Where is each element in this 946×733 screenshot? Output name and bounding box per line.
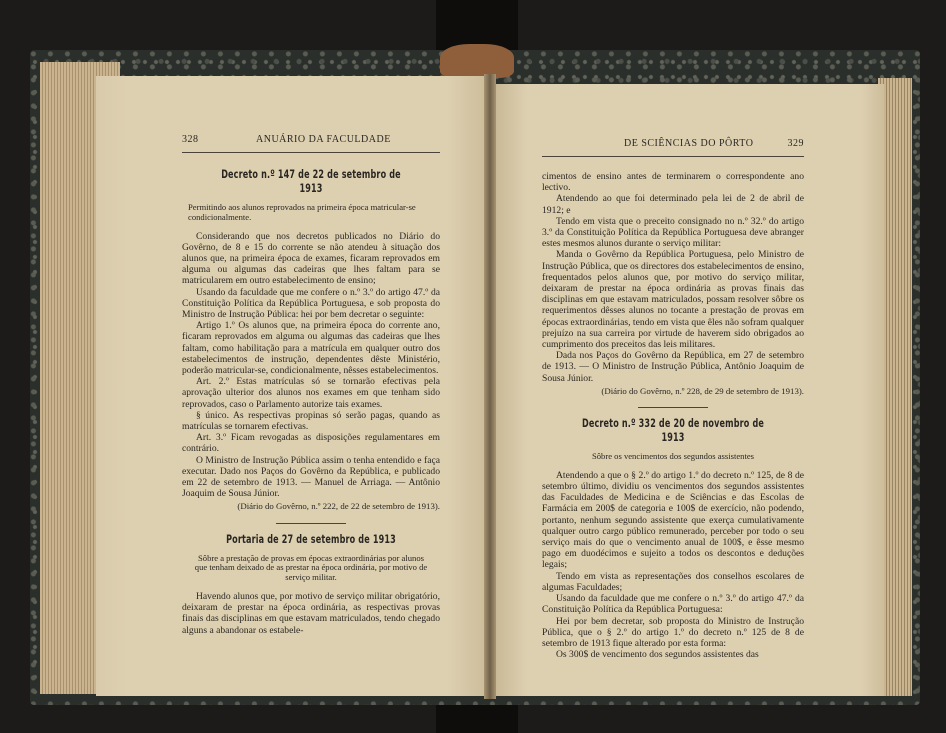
paragraph: Art. 2.º Estas matrículas só se tornarão efectivas pela aprovação ulterior dos alunos nos exames em que tenham sido reprovados, caso o Parlamento autorize tais exames. [182, 376, 440, 410]
section-divider [276, 523, 346, 524]
paragraph: Tendo em vista as representações dos conselhos escolares de algumas Faculdades; [542, 570, 804, 593]
decree-heading: Decreto n.º 332 de 20 de novembro de 1913 [581, 416, 765, 445]
paragraph: Artigo 1.º Os alunos que, na primeira época do corrente ano, ficaram reprovados em alguma ou algumas das cadeiras que lhes faltam, como habilitação para a matrícula em qualquer outro dos estabelecimentos de instrução, dependentes dêste Ministério, poderão matricular-se, condicionalmente, nêsses estabelecimentos. [182, 320, 440, 377]
paragraph: Tendo em vista que o preceito consignado no n.º 32.º do artigo 3.º da Constituição Política da República Portuguesa deve abranger estes mesmos alunos durante o serviço militar: [542, 215, 804, 250]
header-rule [542, 156, 804, 157]
header-rule [182, 152, 440, 153]
running-head [182, 134, 440, 146]
paragraph: Os 300$ de vencimento dos segundos assistentes das [556, 649, 759, 661]
decree-summary: Sôbre os vencimentos dos segundos assistentes [591, 451, 755, 462]
page-number: 328 [182, 134, 199, 145]
decree-summary: Permitindo aos alunos reprovados na primeira época matricular-se condicionalmente. [188, 202, 416, 222]
paragraph: Dada nos Paços do Govêrno da República, em 27 de setembro de 1913. — O Ministro de Instrução Pública, Antônio Joaquim de Sousa Júnior. [542, 350, 804, 384]
paragraph: Havendo alunos que, por motivo de serviço militar obrigatório, deixaram de prestar na época ordinária, as respectivas provas finais das disciplinas em que estavam matriculados, tendo chegado alguns a abandonar os estabele- [182, 591, 440, 636]
book-gutter [484, 74, 496, 699]
paragraph: Considerando que nos decretos publicados no Diário do Govêrno, de 8 e 15 do corrente se não atendeu à situação dos alunos que, na primeira época de exames, ficaram reprovados em alguma ou algumas das cadeiras que lhes faltam para se matricularem em outro estabelecimento de ensino; [182, 230, 440, 287]
decree-heading: Decreto n.º 147 de 22 de setembro de 1913 [221, 167, 401, 195]
left-page [96, 76, 494, 696]
paragraph: § único. As respectivas propinas só serão pagas, quando as matrículas se tornarem efectivas. [182, 409, 440, 433]
paragraph: cimentos de ensino antes de terminarem o correspondente ano lectivo. [542, 171, 804, 194]
paragraph: Art. 3.º Ficam revogadas as disposições regulamentares em contrário. [182, 432, 440, 455]
paragraph: Atendendo a que o § 2.º do artigo 1.º do decreto n.º 125, de 8 de setembro último, dividiu os vencimentos dos segundos assistentes das Faculdades de Medicina e de Sciências e das Escolas de Farmácia em 200$ de categoria e 100$ de exercício, não podendo, portanto, nenhum segundo assistente que exerça cumulativamente qualquer outro cargo público remunerado, perceber por todo o seu serviço mais do que o vencimento anual de 100$, e êsse mesmo pago em duodécimos e sujeito a todos os descontos e deduções legais; [542, 469, 804, 571]
paragraph: Hei por bem decretar, sob proposta do Ministro de Instrução Pública, que o § 2.º do artigo 1.º do decreto n.º 125 de 8 de setembro de 1913 fique alterado por esta forma: [542, 615, 804, 649]
paragraph: Usando da faculdade que me confere o n.º 3.º do artigo 47.º da Constituição Política da República Portuguesa: [542, 593, 804, 616]
paragraph: Manda o Govêrno da República Portuguesa, pelo Ministro de Instrução Pública, que os directores dos estabelecimentos de ensino, frequentados pelos alunos que, por motivo do serviço militar, deixaram de prestar na época ordinária as provas finais das disciplinas em que estavam matriculados, possam resolver sôbre os requerimentos dêsses alunos no tocante a prestação de provas em épocas extraordinárias, tendo em vista que êles não sofram qualquer prejuízo na sua carreira por virtude de haverem sido obrigados ao cumprimento dos preceitos das leis militares. [542, 249, 804, 351]
portaria-summary: Sôbre a prestação de provas em épocas extraordinárias por alunos que tenham deixado de as prestar na época ordinária, por motivo de serviço militar. [194, 552, 428, 583]
page-number: 329 [787, 138, 804, 149]
paragraph: Usando da faculdade que me confere o n.º 3.º do artigo 47.º da Constituição Política da República Portuguesa, e sob proposta do Ministro de Instrução Pública: hei por bem decretar o seguinte: [182, 286, 440, 321]
paragraph: Atendendo ao que foi determinado pela lei de 2 de abril de 1912; e [542, 193, 804, 216]
running-title: DE SCIÊNCIAS DO PÔRTO [624, 138, 754, 149]
running-head [542, 138, 804, 150]
citation: (Diário do Govêrno, n.º 228, de 29 de setembro de 1913). [601, 385, 804, 396]
bookmark-ribbon [440, 44, 514, 78]
running-title: ANUÁRIO DA FACULDADE [256, 134, 391, 145]
decree-citation: (Diário do Govêrno, n.º 222, de 22 de setembro de 1913). [237, 501, 440, 512]
paragraph: O Ministro de Instrução Pública assim o tenha entendido e faça executar. Dado nos Paços do Govêrno da República, e publicado em 22 de setembro de 1913. — Manuel de Arriaga. — Antônio Joaquim de Sousa Júnior. [182, 454, 440, 500]
right-page [488, 84, 884, 696]
portaria-heading: Portaria de 27 de setembro de 1913 [226, 531, 396, 546]
section-divider [638, 407, 708, 408]
